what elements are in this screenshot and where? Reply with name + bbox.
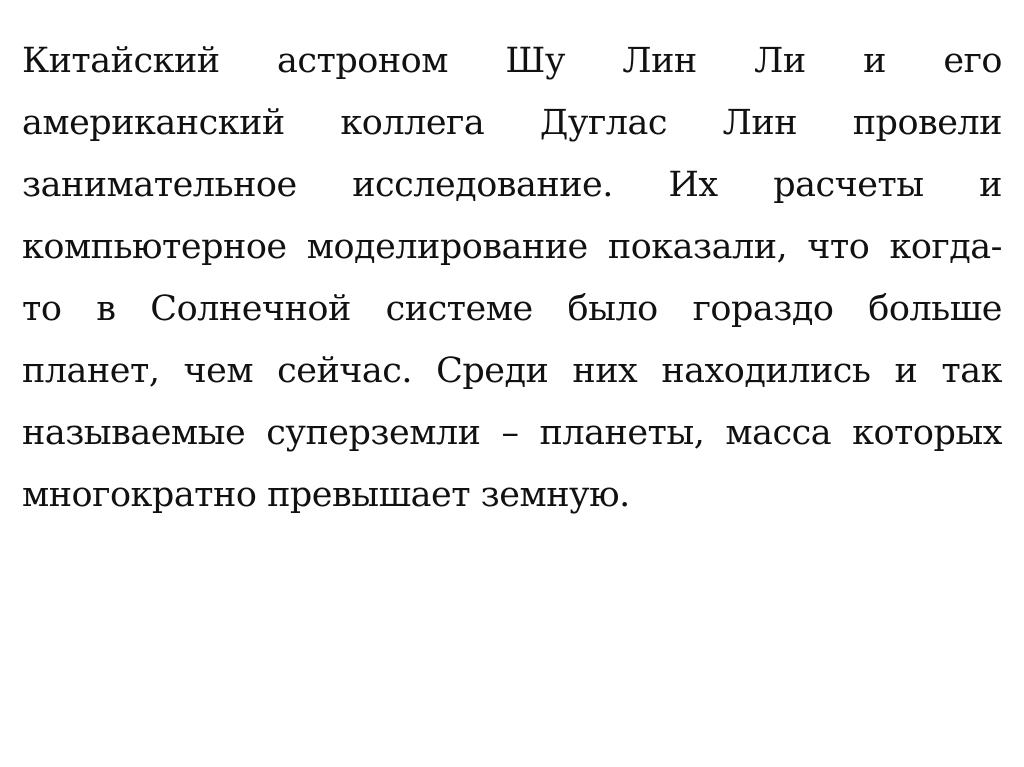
- paragraph-line-last: многократно превышает земную.: [22, 475, 630, 515]
- body-paragraph: [22, 30, 1002, 526]
- paragraph-line: Китайский астроном Шу Лин Ли и его: [22, 41, 1002, 81]
- paragraph-line: планет, чем сейчас. Среди них находились и так: [22, 351, 1002, 391]
- paragraph-line: то в Солнечной системе было гораздо больше: [22, 289, 1002, 329]
- paragraph-line: американский коллега Дуглас Лин провели: [22, 103, 1002, 143]
- paragraph-line: компьютерное моделирование показали, что когда-: [22, 227, 1002, 267]
- paragraph-line: занимательное исследование. Их расчеты и: [22, 165, 1002, 205]
- paragraph-line: называемые суперземли – планеты, масса которых: [22, 413, 1002, 453]
